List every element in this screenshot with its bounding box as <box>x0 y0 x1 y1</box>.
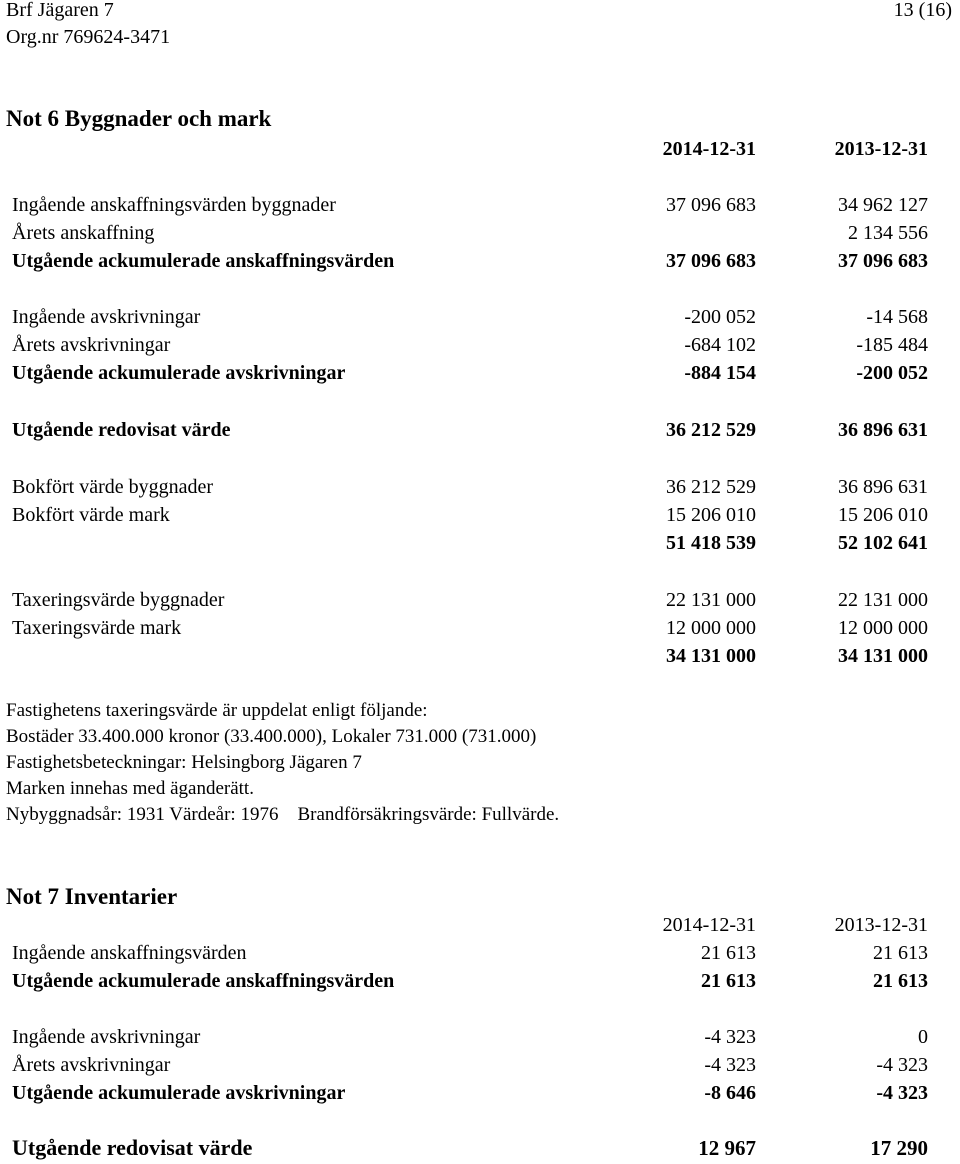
table-cell-2014: -4 323 <box>704 1026 756 1048</box>
note-7-title: Not 7 Inventarier <box>6 884 178 909</box>
note-text: Bostäder 33.400.000 kronor (33.400.000), Lokaler 731.000 (731.000) <box>6 726 537 747</box>
table-cell-2013: 0 <box>918 1026 928 1048</box>
table-cell-2013: 37 096 683 <box>838 250 928 272</box>
table-cell-2014: 37 096 683 <box>666 250 756 272</box>
table-cell-2013: -14 568 <box>866 306 928 328</box>
table-cell-2014: 21 613 <box>701 942 756 964</box>
table-cell-2013: 34 962 127 <box>838 194 928 216</box>
table-cell-2013: 36 896 631 <box>838 419 928 441</box>
table-cell-2013: 21 613 <box>873 942 928 964</box>
table-row-label: Ingående anskaffningsvärden <box>12 942 247 964</box>
table-cell-2014-total: 34 131 000 <box>666 645 756 667</box>
table-row-label: Årets anskaffning <box>12 222 155 244</box>
table-row-label: Taxeringsvärde byggnader <box>12 589 225 611</box>
table-cell-2014: 36 212 529 <box>666 419 756 441</box>
note-6-col-header-2014: 2014-12-31 <box>662 138 756 160</box>
table-cell-2013: 15 206 010 <box>838 504 928 526</box>
table-cell-2013: 21 613 <box>873 970 928 992</box>
table-row-label: Ingående avskrivningar <box>12 1026 201 1048</box>
table-cell-2013: 2 134 556 <box>848 222 928 244</box>
table-cell-2014: -4 323 <box>704 1054 756 1076</box>
table-cell-2014: -884 154 <box>684 362 756 384</box>
table-row-label: Utgående ackumulerade avskrivningar <box>12 1082 346 1104</box>
table-cell-2013: -200 052 <box>856 362 928 384</box>
table-cell-2014: -8 646 <box>704 1082 756 1104</box>
table-row-label: Årets avskrivningar <box>12 334 171 356</box>
table-cell-2013-total: 34 131 000 <box>838 645 928 667</box>
table-cell-2013: 17 290 <box>870 1136 928 1160</box>
note-7-col-header-2014: 2014-12-31 <box>662 914 756 936</box>
table-row-label: Ingående avskrivningar <box>12 306 201 328</box>
table-row-label: Bokfört värde byggnader <box>12 476 214 498</box>
table-cell-2013: -4 323 <box>876 1054 928 1076</box>
table-row-label: Utgående ackumulerade anskaffningsvärden <box>12 250 395 272</box>
table-row-label: Taxeringsvärde mark <box>12 617 182 639</box>
note-text: Fastighetens taxeringsvärde är uppdelat enligt följande: <box>6 700 428 721</box>
table-row-label: Utgående redovisat värde <box>12 419 231 441</box>
note-7-col-header-2013: 2013-12-31 <box>834 914 928 936</box>
note-text: Fastighetsbeteckningar: Helsingborg Jägaren 7 <box>6 752 362 773</box>
table-cell-2014: -200 052 <box>684 306 756 328</box>
table-row-label: Ingående anskaffningsvärden byggnader <box>12 194 336 216</box>
org-name: Brf Jägaren 7 <box>6 0 114 21</box>
table-cell-2013: -4 323 <box>876 1082 928 1104</box>
note-6-col-header-2013: 2013-12-31 <box>834 138 928 160</box>
table-cell-2014: 22 131 000 <box>666 589 756 611</box>
table-cell-2014: 37 096 683 <box>666 194 756 216</box>
table-cell-2014: 21 613 <box>701 970 756 992</box>
table-cell-2014-total: 51 418 539 <box>666 532 756 554</box>
org-number: Org.nr 769624-3471 <box>6 26 171 48</box>
table-cell-2014: 12 967 <box>698 1136 756 1160</box>
page-number: 13 (16) <box>893 0 952 21</box>
table-cell-2014: 12 000 000 <box>666 617 756 639</box>
table-cell-2013: 12 000 000 <box>838 617 928 639</box>
table-cell-2013-total: 52 102 641 <box>838 532 928 554</box>
table-cell-2014: 15 206 010 <box>666 504 756 526</box>
note-text: Nybyggnadsår: 1931 Värdeår: 1976 Brandförsäkringsvärde: Fullvärde. <box>6 804 560 825</box>
table-cell-2014: 36 212 529 <box>666 476 756 498</box>
table-row-label: Årets avskrivningar <box>12 1054 171 1076</box>
note-6-title: Not 6 Byggnader och mark <box>6 106 272 131</box>
table-row-label: Utgående ackumulerade anskaffningsvärden <box>12 970 395 992</box>
note-text: Marken innehas med äganderätt. <box>6 778 254 799</box>
table-row-label: Bokfört värde mark <box>12 504 170 526</box>
table-cell-2013: -185 484 <box>856 334 928 356</box>
table-row-label: Utgående redovisat värde <box>12 1135 253 1160</box>
table-cell-2014: -684 102 <box>684 334 756 356</box>
table-row-label: Utgående ackumulerade avskrivningar <box>12 362 346 384</box>
table-cell-2013: 22 131 000 <box>838 589 928 611</box>
table-cell-2013: 36 896 631 <box>838 476 928 498</box>
